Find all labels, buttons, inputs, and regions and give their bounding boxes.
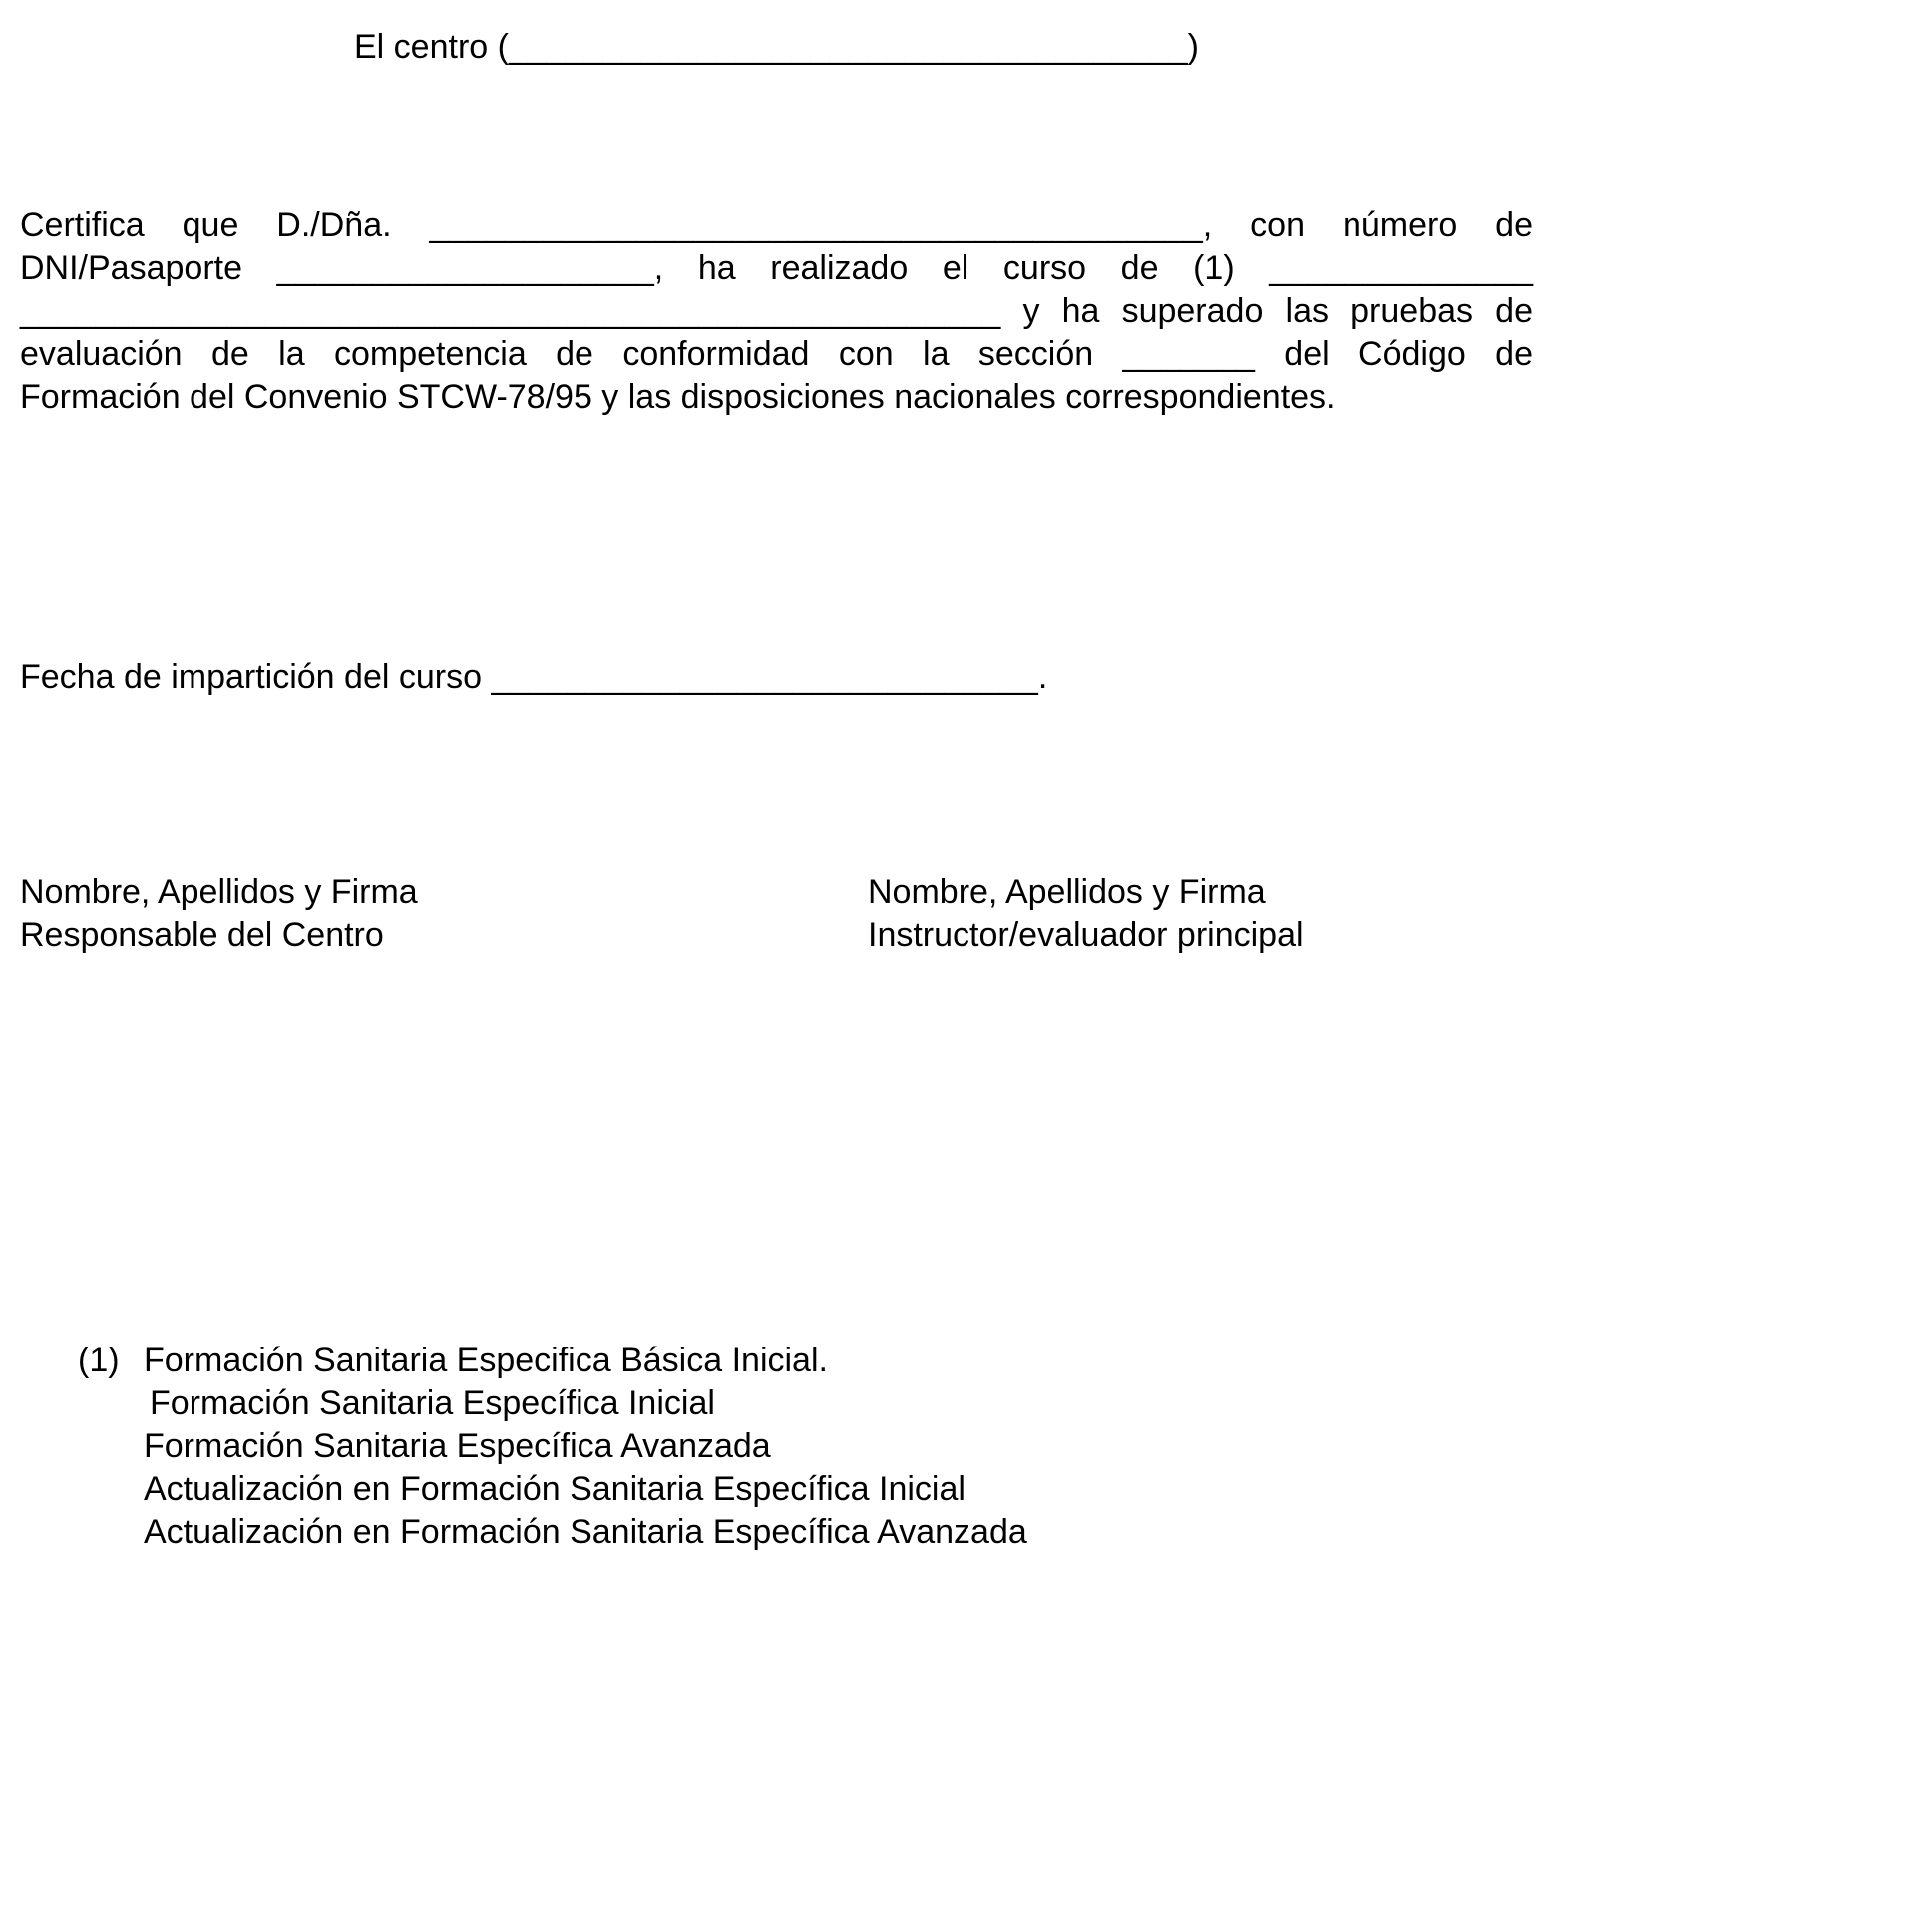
signature-left-line-2: Responsable del Centro — [20, 916, 384, 954]
certification-paragraph-line-3: ____________________________________________________ y ha superado las pruebas de — [20, 292, 1533, 330]
signature-left-line-1: Nombre, Apellidos y Firma — [20, 873, 418, 911]
signature-right-line-1: Nombre, Apellidos y Firma — [868, 873, 1266, 911]
certification-paragraph-line-1: Certifica que D./Dña. _________________________________________, con número de — [20, 206, 1533, 244]
header-line-el-centro: El centro (____________________________________) — [354, 28, 1199, 66]
signature-left-column — [20, 871, 868, 957]
signature-right-line-2: Instructor/evaluador principal — [868, 916, 1304, 954]
certification-paragraph-line-4: evaluación de la competencia de conformidad con la sección _______ del Código de — [20, 335, 1533, 373]
footnote-item-5: Actualización en Formación Sanitaria Específica Avanzada — [144, 1513, 1027, 1551]
footnote-item-3: Formación Sanitaria Específica Avanzada — [144, 1427, 771, 1465]
certification-paragraph-line-5: Formación del Convenio STCW-78/95 y las disposiciones nacionales correspondientes. — [20, 378, 1336, 416]
footnote-item-1: Formación Sanitaria Especifica Básica Inicial. — [144, 1342, 828, 1379]
footnote-marker: (1) — [78, 1342, 120, 1379]
certificate-content — [20, 26, 1533, 1554]
footnote-block — [20, 1340, 1533, 1554]
footnote-item-4: Actualización en Formación Sanitaria Específica Inicial — [144, 1470, 966, 1508]
certification-paragraph — [20, 204, 1533, 419]
certification-paragraph-line-2: DNI/Pasaporte ____________________, ha realizado el curso de (1) ______________ — [20, 249, 1533, 287]
course-date-line: Fecha de impartición del curso _____________________________. — [20, 658, 1048, 696]
footnote-item-2: Formación Sanitaria Específica Inicial — [150, 1384, 715, 1422]
footnote-items — [144, 1340, 1533, 1554]
signature-block — [20, 871, 1533, 957]
signature-right-column — [868, 871, 1533, 957]
